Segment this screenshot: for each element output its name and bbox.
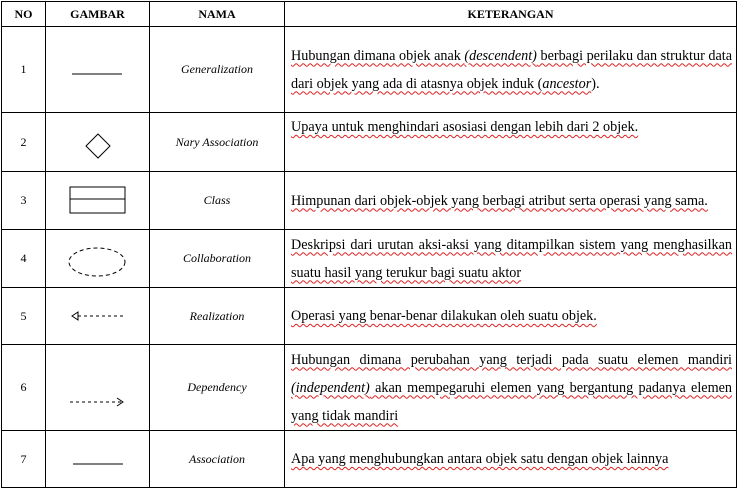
row-description: Hubungan dimana perubahan yang terjadi pada suatu elemen mandiri (independent) akan mempegaruhi elemen yang bergantung padanya elemen yang tidak mandiri <box>285 345 737 431</box>
row-number: 2 <box>2 113 46 172</box>
table-row <box>2 27 737 113</box>
row-description: Himpunan dari objek-objek yang berbagi atribut serta operasi yang sama. <box>285 172 737 230</box>
row-number: 5 <box>2 288 46 345</box>
header-row <box>2 2 737 27</box>
table-row <box>2 172 737 230</box>
table-row <box>2 113 737 172</box>
row-number: 6 <box>2 345 46 431</box>
row-number: 4 <box>2 230 46 288</box>
table-row <box>2 431 737 488</box>
row-name: Nary Association <box>150 113 285 172</box>
row-description: Hubungan dimana objek anak (descendent) berbagi perilaku dan struktur data dari objek yang ada di atasnya objek induk (ancestor). <box>285 27 737 113</box>
row-name: Dependency <box>150 345 285 431</box>
class-box-icon <box>66 185 130 217</box>
row-description: Operasi yang benar-benar dilakukan oleh suatu objek. <box>285 288 737 345</box>
table-row <box>2 288 737 345</box>
row-number: 3 <box>2 172 46 230</box>
row-description: Deskripsi dari urutan aksi-aksi yang ditampilkan sistem yang menghasilkan suatu hasil yang terukur bagi suatu aktor <box>285 230 737 288</box>
header-nama: NAMA <box>150 2 285 27</box>
diamond-icon <box>78 132 118 162</box>
table-row <box>2 345 737 431</box>
row-number: 7 <box>2 431 46 488</box>
row-number: 1 <box>2 27 46 113</box>
row-name: Class <box>150 172 285 230</box>
row-name: Generalization <box>150 27 285 113</box>
uml-symbol-table <box>1 1 737 488</box>
row-description: Upaya untuk menghindari asosiasi dengan lebih dari 2 objek. <box>285 113 737 172</box>
row-name: Collaboration <box>150 230 285 288</box>
generalization-line-icon <box>68 64 128 76</box>
row-description: Apa yang menghubungkan antara objek satu dengan objek lainnya <box>285 431 737 488</box>
row-name: Realization <box>150 288 285 345</box>
row-name: Association <box>150 431 285 488</box>
header-no: NO <box>2 2 46 27</box>
dashed-ellipse-icon <box>66 244 130 280</box>
header-gambar: GAMBAR <box>46 2 150 27</box>
table-row <box>2 230 737 288</box>
dashed-arrow-right-icon <box>66 395 130 409</box>
header-keterangan: KETERANGAN <box>285 2 737 27</box>
dashed-arrow-left-icon <box>66 309 130 323</box>
association-line-icon <box>68 452 128 476</box>
